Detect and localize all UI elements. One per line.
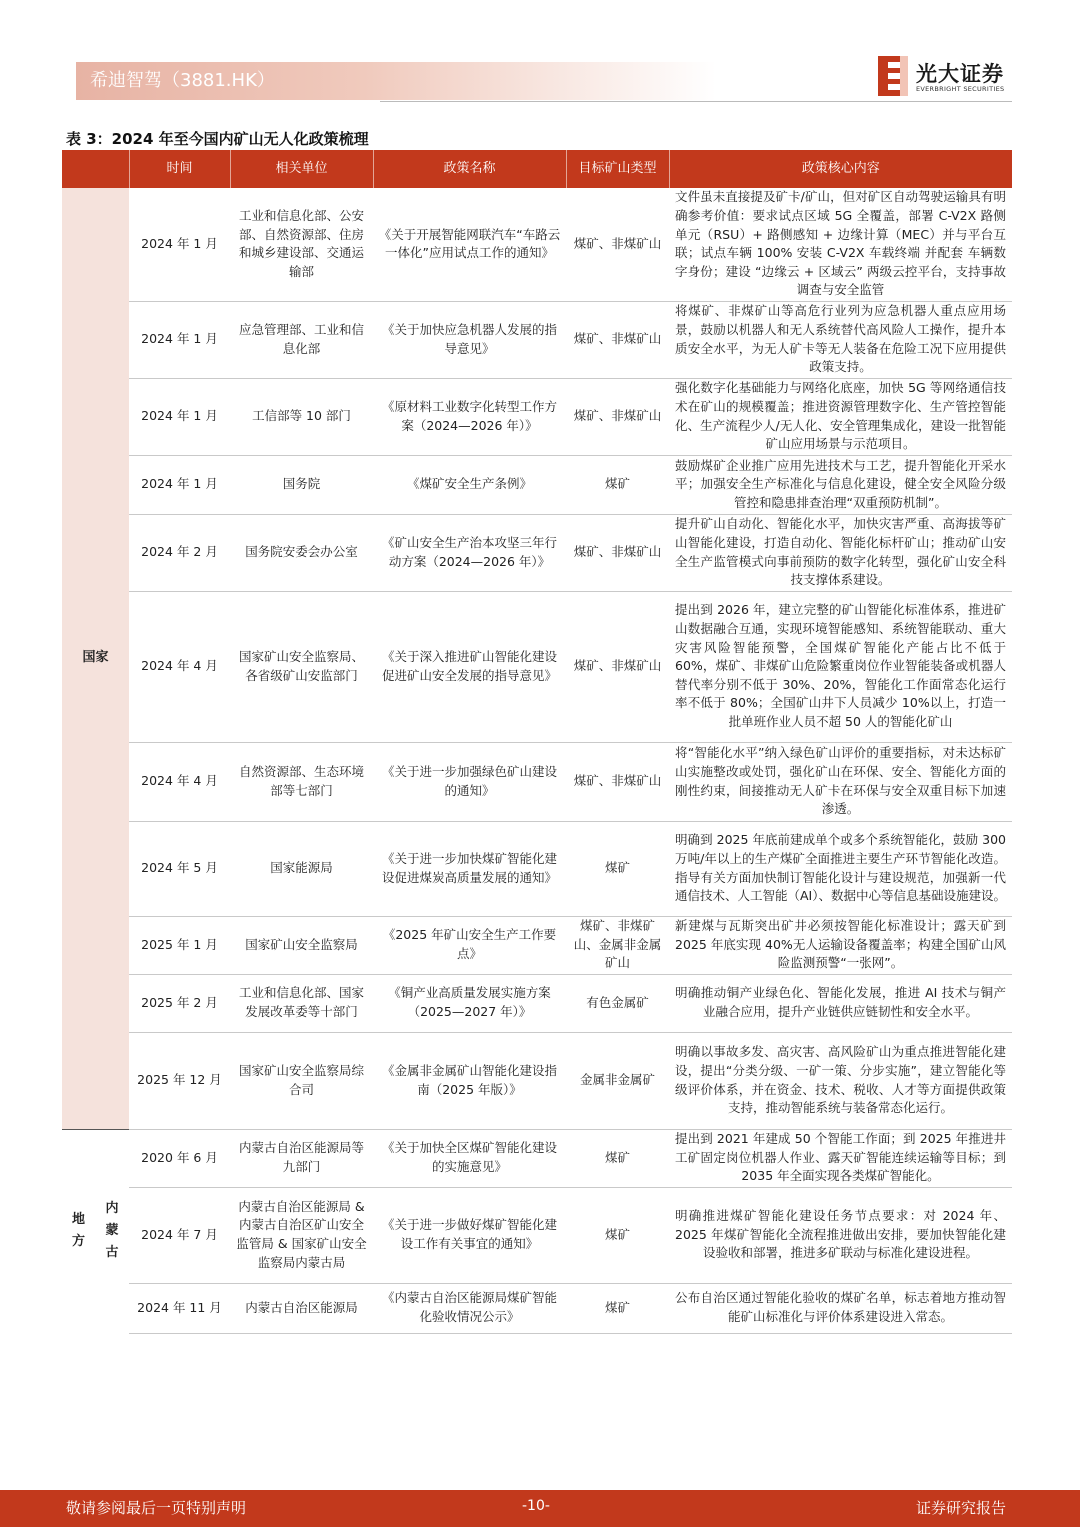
- cell-unit: 应急管理部、工业和信息化部: [230, 301, 373, 378]
- page-number: -10-: [522, 1498, 550, 1514]
- cell-policy: 《关于开展智能网联汽车“车路云一体化”应用试点工作的通知》: [373, 188, 566, 301]
- cell-time: 2025 年 2 月: [129, 974, 230, 1032]
- group-label-national: 国家: [62, 188, 129, 1129]
- cell-time: 2024 年 11 月: [129, 1283, 230, 1333]
- cell-unit: 工信部等 10 部门: [230, 378, 373, 455]
- table-row: [62, 742, 1012, 821]
- footer-disclaimer: 敬请参阅最后一页特别声明: [66, 1499, 247, 1517]
- table-row: [62, 301, 1012, 378]
- cell-policy: 《2025 年矿山安全生产工作要点》: [373, 916, 566, 974]
- column-header: 时间: [129, 150, 230, 188]
- table-row: [62, 974, 1012, 1032]
- table-row: [62, 1187, 1012, 1283]
- cell-policy: 《关于加快全区煤矿智能化建设的实施意见》: [373, 1129, 566, 1187]
- table-caption: 表 3：2024 年至今国内矿山无人化政策梳理: [66, 130, 369, 148]
- cell-unit: 国家矿山安全监察局、各省级矿山安监部门: [230, 591, 373, 742]
- cell-type: 煤矿、非煤矿山: [566, 301, 669, 378]
- cell-content: 公布自治区通过智能化验收的煤矿名单，标志着地方推动智能矿山标准化与评价体系建设进入常态。: [669, 1283, 1012, 1333]
- cell-content: 明确到 2025 年底前建成单个或多个系统智能化，鼓励 300 万吨/年以上的生产煤矿全面推进主要生产环节智能化改造。指导有关方面加快制订智能化设计与建设规范，加强新一代通信技术、人工智能（AI）、数据中心等信息基础设施建设。: [669, 821, 1012, 916]
- cell-content: 鼓励煤矿企业推广应用先进技术与工艺，提升智能化开采水平；加强安全生产标准化与信息化建设，健全安全风险分级管控和隐患排查治理“双重预防机制”。: [669, 455, 1012, 514]
- cell-unit: 国家能源局: [230, 821, 373, 916]
- table-row: [62, 514, 1012, 591]
- cell-content: 明确推动铜产业绿色化、智能化发展，推进 AI 技术与铜产业融合应用，提升产业链供应链韧性和安全水平。: [669, 974, 1012, 1032]
- cell-unit: 内蒙古自治区能源局 & 内蒙古自治区矿山安全监管局 & 国家矿山安全监察局内蒙古局: [230, 1187, 373, 1283]
- cell-policy: 《关于进一步做好煤矿智能化建设工作有关事宜的通知》: [373, 1187, 566, 1283]
- table-row: [62, 1283, 1012, 1333]
- cell-policy: 《铜产业高质量发展实施方案（2025—2027 年）》: [373, 974, 566, 1032]
- column-header: 政策名称: [373, 150, 566, 188]
- group-label-neimenggu-text: 内蒙古: [105, 1201, 119, 1261]
- footer-report-type: 证券研究报告: [915, 1499, 1006, 1517]
- page-footer: [0, 1490, 1080, 1527]
- logo-subtext: EVERBRIGHT SECURITIES: [916, 85, 1005, 93]
- cell-type: 有色金属矿: [566, 974, 669, 1032]
- table-row: [62, 591, 1012, 742]
- company-title: 希迪智驾（3881.HK）: [90, 70, 275, 91]
- logo-text: 光大证券: [916, 62, 1004, 86]
- cell-type: 煤矿、非煤矿山: [566, 188, 669, 301]
- logo-mark-icon: [878, 56, 908, 96]
- cell-time: 2024 年 5 月: [129, 821, 230, 916]
- cell-unit: 国家矿山安全监察局: [230, 916, 373, 974]
- cell-time: 2024 年 4 月: [129, 591, 230, 742]
- table-row: [62, 916, 1012, 974]
- cell-type: 煤矿: [566, 455, 669, 514]
- cell-type: 煤矿、非煤矿山: [566, 591, 669, 742]
- column-header: 政策核心内容: [669, 150, 1012, 188]
- cell-unit: 内蒙古自治区能源局等九部门: [230, 1129, 373, 1187]
- cell-time: 2024 年 1 月: [129, 455, 230, 514]
- cell-content: 提出到 2021 年建成 50 个智能工作面；到 2025 年推进井工矿固定岗位机器人作业、露天矿智能连续运输等目标；到 2035 年全面实现各类煤矿智能化。: [669, 1129, 1012, 1187]
- cell-unit: 国家矿山安全监察局综合司: [230, 1032, 373, 1129]
- cell-content: 明确以事故多发、高灾害、高风险矿山为重点推进智能化建设，提出“分类分级、一矿一策、分步实施”，建立智能化等级评价体系，并在资金、技术、税收、人才等方面提供政策支持，推动智能系统与装备常态化运行。: [669, 1032, 1012, 1129]
- column-header: 目标矿山类型: [566, 150, 669, 188]
- group-label-local: [62, 1129, 95, 1333]
- cell-type: 煤矿、非煤矿山: [566, 378, 669, 455]
- column-header: 相关单位: [230, 150, 373, 188]
- cell-time: 2024 年 1 月: [129, 188, 230, 301]
- cell-unit: 国务院安委会办公室: [230, 514, 373, 591]
- cell-type: 煤矿、非煤矿山: [566, 742, 669, 821]
- cell-type: 煤矿: [566, 821, 669, 916]
- table-row: [62, 1032, 1012, 1129]
- cell-policy: 《金属非金属矿山智能化建设指南（2025 年版）》: [373, 1032, 566, 1129]
- cell-time: 2024 年 7 月: [129, 1187, 230, 1283]
- cell-policy: 《关于加快应急机器人发展的指导意见》: [373, 301, 566, 378]
- cell-content: 新建煤与瓦斯突出矿井必须按智能化标准设计；露天矿到 2025 年底实现 40%无人运输设备覆盖率；构建全国矿山风险监测预警“一张网”。: [669, 916, 1012, 974]
- cell-policy: 《关于进一步加快煤矿智能化建设促进煤炭高质量发展的通知》: [373, 821, 566, 916]
- group-label-neimenggu: [95, 1129, 129, 1333]
- cell-type: 金属非金属矿: [566, 1032, 669, 1129]
- cell-content: 强化数字化基础能力与网络化底座，加快 5G 等网络通信技术在矿山的规模覆盖；推进资源管理数字化、生产管控智能化、生产流程少人/无人化、安全管理集成化，建设一批智能矿山应用场景与示范项目。: [669, 378, 1012, 455]
- cell-time: 2024 年 1 月: [129, 301, 230, 378]
- cell-type: 煤矿、非煤矿山、金属非金属矿山: [566, 916, 669, 974]
- cell-unit: 工业和信息化部、国家发展改革委等十部门: [230, 974, 373, 1032]
- logo: [878, 56, 1018, 100]
- cell-type: 煤矿: [566, 1187, 669, 1283]
- cell-time: 2024 年 1 月: [129, 378, 230, 455]
- cell-type: 煤矿、非煤矿山: [566, 514, 669, 591]
- cell-policy: 《内蒙古自治区能源局煤矿智能化验收情况公示》: [373, 1283, 566, 1333]
- cell-content: 提出到 2026 年，建立完整的矿山智能化标准体系，推进矿山数据融合互通，实现环境智能感知、系统智能联动、重大灾害风险智能预警，全国煤矿智能化产能占比不低于 60%，煤矿、非煤矿山危险繁重岗位作业智能装备或机器人替代率分别不低于 30%、20%，智能化工作面常态化运行率不低于 80%；全国矿山井下人员减少 10%以上，打造一批单班作业人员不超 50 人的智能化矿山: [669, 591, 1012, 742]
- table-header-row: [62, 150, 1012, 188]
- cell-unit: 国务院: [230, 455, 373, 514]
- cell-policy: 《煤矿安全生产条例》: [373, 455, 566, 514]
- cell-content: 文件虽未直接提及矿卡/矿山，但对矿区自动驾驶运输具有明确参考价值：要求试点区域 5G 全覆盖，部署 C-V2X 路侧单元（RSU）+ 路侧感知 + 边缘计算（MEC）并与平台互联；试点车辆 100% 安装 C-V2X 车载终端 并配套 车辆数字身份；建设 “边缘云 + 区域云” 两级云控平台，支持事故调查与安全监管: [669, 188, 1012, 301]
- cell-type: 煤矿: [566, 1129, 669, 1187]
- cell-type: 煤矿: [566, 1283, 669, 1333]
- header-group-cell: [62, 150, 129, 188]
- group-label-local-text: 地方: [71, 1212, 85, 1250]
- cell-content: 将煤矿、非煤矿山等高危行业列为应急机器人重点应用场景，鼓励以机器人和无人系统替代高风险人工操作，提升本质安全水平，为无人矿卡等无人装备在危险工况下应用提供政策支持。: [669, 301, 1012, 378]
- table-row: [62, 455, 1012, 514]
- cell-unit: 工业和信息化部、公安部、自然资源部、住房和城乡建设部、交通运输部: [230, 188, 373, 301]
- cell-policy: 《矿山安全生产治本攻坚三年行动方案（2024—2026 年）》: [373, 514, 566, 591]
- cell-policy: 《关于深入推进矿山智能化建设促进矿山安全发展的指导意见》: [373, 591, 566, 742]
- cell-time: 2025 年 12 月: [129, 1032, 230, 1129]
- cell-unit: 自然资源部、生态环境部等七部门: [230, 742, 373, 821]
- policy-table: [62, 150, 1012, 1334]
- table-row: [62, 1129, 1012, 1187]
- cell-content: 明确推进煤矿智能化建设任务节点要求：对 2024 年、2025 年煤矿智能化全流程推进做出安排，要加快智能化建设验收和部署，推进多矿联动与标准化建设进程。: [669, 1187, 1012, 1283]
- cell-time: 2020 年 6 月: [129, 1129, 230, 1187]
- cell-content: 将“智能化水平”纳入绿色矿山评价的重要指标，对未达标矿山实施整改或处罚，强化矿山在环保、安全、智能化方面的刚性约束，间接推动无人矿卡在环保与安全双重目标下加速渗透。: [669, 742, 1012, 821]
- table-row: [62, 378, 1012, 455]
- cell-unit: 内蒙古自治区能源局: [230, 1283, 373, 1333]
- cell-time: 2025 年 1 月: [129, 916, 230, 974]
- cell-time: 2024 年 2 月: [129, 514, 230, 591]
- header-rule: [380, 101, 1012, 102]
- cell-content: 提升矿山自动化、智能化水平，加快灾害严重、高海拔等矿山智能化建设，打造自动化、智能化标杆矿山；推动矿山安全生产监管模式向事前预防的数字化转型，强化矿山安全科技支撑体系建设。: [669, 514, 1012, 591]
- cell-time: 2024 年 4 月: [129, 742, 230, 821]
- page-header: [0, 0, 1080, 105]
- cell-policy: 《关于进一步加强绿色矿山建设的通知》: [373, 742, 566, 821]
- table-row: [62, 188, 1012, 301]
- table-row: [62, 821, 1012, 916]
- cell-policy: 《原材料工业数字化转型工作方案（2024—2026 年）》: [373, 378, 566, 455]
